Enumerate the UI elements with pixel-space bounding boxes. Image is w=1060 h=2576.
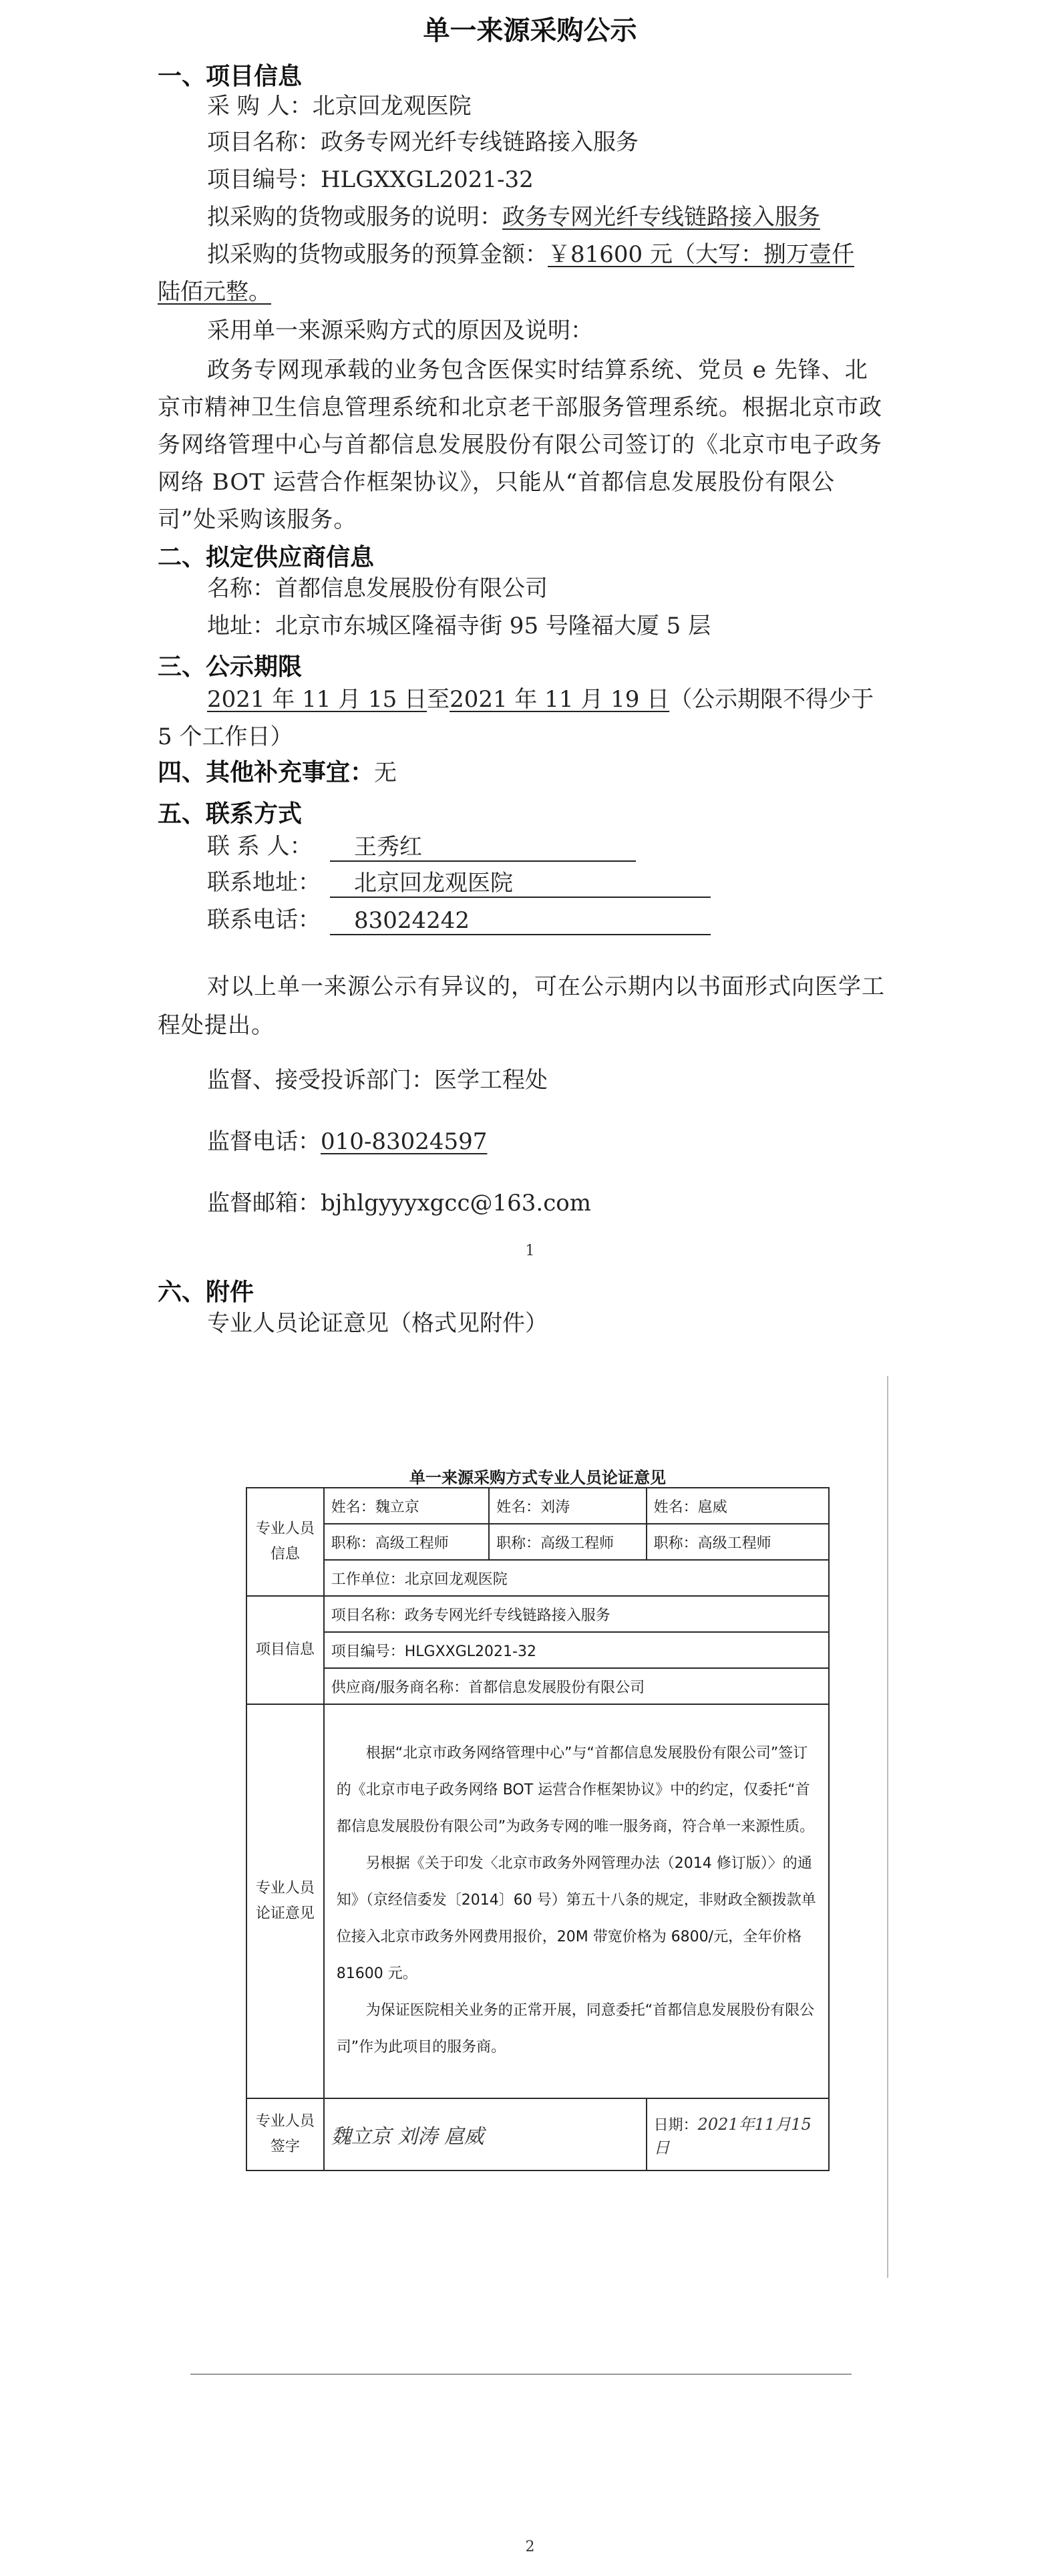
period-row: [207, 684, 874, 715]
project-no-row: [207, 164, 534, 195]
section6-heading: 六、附件: [158, 1279, 254, 1306]
budget-label: 拟采购的货物或服务的预算金额：: [207, 241, 548, 268]
supplier-address-label: 地址：: [207, 613, 275, 639]
project-name-value: 政务专网光纤专线链路接入服务: [321, 129, 639, 156]
supervise-dept-value: 医学工程处: [434, 1067, 548, 1094]
expert-info-label: 专业人员信息: [246, 1488, 324, 1596]
supervise-phone-label: 监督电话：: [207, 1128, 321, 1155]
project-no-label: 项目编号：: [207, 166, 321, 193]
opinion-body: [324, 1704, 829, 2098]
project-no-row-att: [246, 1632, 829, 1668]
signature-row: [246, 2098, 829, 2170]
section5-heading: 五、联系方式: [158, 800, 303, 828]
expert-1-title: 职称：高级工程师: [324, 1524, 489, 1560]
budget-value-line2: 陆佰元整。: [158, 279, 271, 305]
section4-value: 无: [374, 760, 397, 786]
project-name-row: [207, 127, 639, 158]
expert-2-name: 姓名：刘涛: [489, 1488, 646, 1524]
supervise-email-label: 监督邮箱：: [207, 1190, 321, 1217]
scan-bottom-line: [190, 2374, 852, 2375]
supervise-email-row: [207, 1188, 591, 1219]
scan-edge-line: [887, 1376, 888, 2278]
supervise-email-value: bjhlgyyyxgcc@163.com: [321, 1190, 591, 1217]
date-label: 日期：: [653, 2117, 698, 2134]
attachment-title: 单一来源采购方式专业人员论证意见: [409, 1468, 666, 1487]
supervise-phone-value: 010-83024597: [321, 1128, 488, 1155]
section3-heading: 三、公示期限: [158, 653, 303, 681]
period-to: 至: [427, 686, 450, 713]
supplier-name-row: [207, 573, 548, 604]
attachment-table: [246, 1487, 830, 2171]
contact-phone-label: 联系电话：: [207, 907, 321, 933]
section6-text: 专业人员论证意见（格式见附件）: [207, 1310, 548, 1337]
expert-3-name: 姓名：扈威: [647, 1488, 829, 1524]
contact-address-value: 北京回龙观医院: [330, 868, 711, 898]
section4-row: [158, 758, 397, 788]
project-name-label: 项目名称：: [207, 129, 321, 156]
reason-paragraph: 政务专网现承载的业务包含医保实时结算系统、党员 e 先锋、北京市精神卫生信息管理系统和北京老干部服务管理系统。根据北京市政务网络管理中心与首都信息发展股份有限公司签订的《北京市电子政务网络 BOT 运营合作框架协议》，只能从“首都信息发展股份有限公司”处采购该服务。: [158, 357, 882, 533]
opinion-label: 专业人员论证意见: [246, 1704, 324, 2098]
supervise-phone-row: [207, 1126, 487, 1157]
opinion-paragraph-2: 另根据《关于印发〈北京市政务外网管理办法（2014 修订版）〉的通知》（京经信委发〔2014〕60 号）第五十八条的规定，非财政全额拨款单位接入北京市政务外网费用报价，20M 带宽价格为 6800/元，全年价格 81600 元。: [336, 1855, 816, 1982]
expert-1-name: 姓名：魏立京: [324, 1488, 489, 1524]
contact-value: 王秀红: [330, 832, 636, 862]
supplier-row-att: [246, 1668, 829, 1704]
signature-date-cell: [647, 2098, 829, 2170]
section2-heading: 二、拟定供应商信息: [158, 544, 375, 571]
supervise-dept-label: 监督、接受投诉部门：: [207, 1067, 434, 1094]
period-end: 2021 年 11 月 19 日: [450, 686, 670, 713]
expert-3-title: 职称：高级工程师: [647, 1524, 829, 1560]
budget-row: [207, 239, 854, 270]
page-number-2: 2: [525, 2539, 535, 2555]
contact-phone-value: 83024242: [330, 906, 711, 935]
handwritten-signatures: 魏立京 刘涛 扈威: [331, 2125, 484, 2148]
goods-desc-value: 政务专网光纤专线链路接入服务: [502, 204, 820, 230]
period-note-line1: （公示期限不得少于: [669, 686, 874, 713]
purchaser-value: 北京回龙观医院: [312, 93, 472, 120]
supervise-dept-row: [207, 1065, 548, 1096]
page-number-1: 1: [525, 1243, 535, 1259]
contact-address-label: 联系地址：: [207, 869, 321, 896]
supplier-address-row: [207, 611, 711, 641]
expert-title-row: [246, 1524, 829, 1560]
att-supplier: 供应商/服务商名称：首都信息发展股份有限公司: [324, 1668, 829, 1704]
document-title: 单一来源采购公示: [423, 15, 637, 46]
supplier-address-value: 北京市东城区隆福寺街 95 号隆福大厦 5 层: [275, 613, 711, 639]
period-note-line2: 5 个工作日）: [158, 723, 293, 750]
signature-cell: [324, 2098, 647, 2170]
reason-label: 采用单一来源采购方式的原因及说明：: [207, 317, 593, 344]
workplace-row: [246, 1560, 829, 1596]
signature-label: 专业人员签字: [246, 2098, 324, 2170]
att-project-name: 项目名称：政务专网光纤专线链路接入服务: [324, 1596, 829, 1632]
workplace-cell: 工作单位：北京回龙观医院: [324, 1560, 829, 1596]
goods-desc-row: [207, 202, 820, 232]
supplier-name-label: 名称：: [207, 575, 275, 602]
expert-name-row: [246, 1488, 829, 1524]
goods-desc-label: 拟采购的货物或服务的说明：: [207, 204, 502, 230]
objection-paragraph: 对以上单一来源公示有异议的，可在公示期内以书面形式向医学工程处提出。: [158, 973, 885, 1039]
contact-label: 联 系 人：: [207, 833, 313, 860]
opinion-paragraph-3: 为保证医院相关业务的正常开展，同意委托“首都信息发展股份有限公司”作为此项目的服务商。: [336, 2001, 815, 2056]
purchaser-row: [207, 91, 472, 122]
budget-value-line1: ￥81600 元（大写：捌万壹仟: [548, 241, 854, 268]
att-project-no: 项目编号：HLGXXGL2021-32: [324, 1632, 829, 1668]
section4-heading: 四、其他补充事宜：: [158, 759, 375, 786]
project-name-row-att: [246, 1596, 829, 1632]
expert-2-title: 职称：高级工程师: [489, 1524, 646, 1560]
opinion-paragraph-1: 根据“北京市政务网络管理中心”与“首都信息发展股份有限公司”签订的《北京市电子政务网络 BOT 运营合作框架协议》中的约定，仅委托“首都信息发展股份有限公司”为政务专网的唯一服务商，符合单一来源性质。: [336, 1744, 815, 1835]
purchaser-label: 采 购 人：: [207, 93, 313, 120]
section1-heading: 一、项目信息: [158, 63, 303, 90]
date-value: 2021年11月15日: [653, 2115, 812, 2157]
opinion-row: [246, 1704, 829, 2098]
period-start: 2021 年 11 月 15 日: [207, 686, 427, 713]
supplier-name-value: 首都信息发展股份有限公司: [275, 575, 548, 602]
project-info-label: 项目信息: [246, 1596, 324, 1704]
project-no-value: HLGXXGL2021-32: [321, 166, 534, 193]
